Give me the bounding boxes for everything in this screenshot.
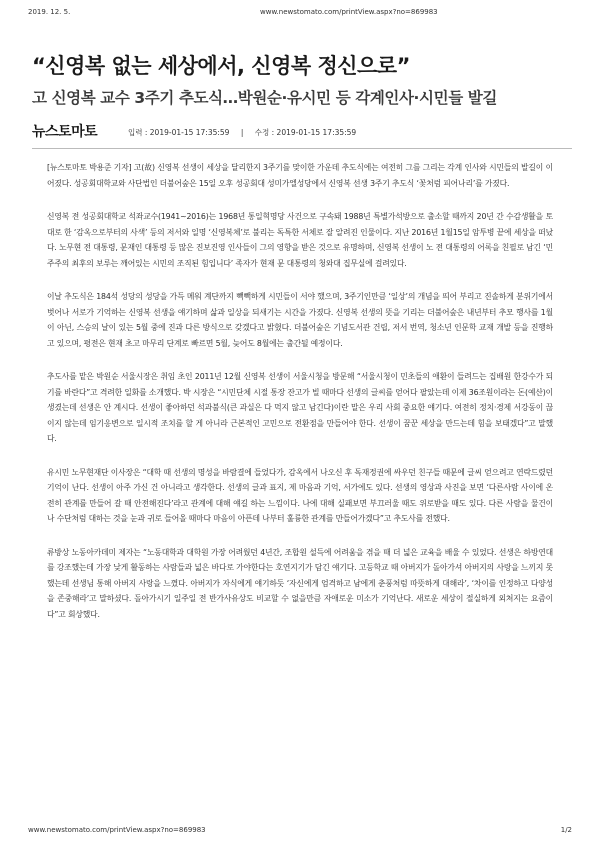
modified-date: 수정 : 2019-01-15 17:35:59 <box>254 128 357 137</box>
article-paragraph: 신영복 전 성공회대학교 석좌교수(1941~2016)는 1968년 통일혁명당 사건으로 구속돼 1988년 특별가석방으로 출소할 때까지 20년 간 수감생활을 토대로 한 ‘감옥으로부터의 사색’ 등의 저서와 일명 ‘신영복체’로 불리는 독특한 서체로 잘 알려진 인물이다. 지난 2016년 1월15일 암투병 끝에 세상을 떠났다. 노무현 전 대통령, 문재인 대통령 등 많은 진보진영 인사들이 그의 영향을 받은 것으로 유명하며, 신영복 선생이 노 전 대통령의 어록을 친필로 남긴 ‘민주주의 최후의 보루는 깨어있는 시민의 조직된 힘입니다’ 족자가 현재 문 대통령의 청와대 집무실에 걸려있다. <box>47 212 553 268</box>
header-divider <box>32 148 572 149</box>
article-paragraph: 이날 추도식은 184석 성당의 성당을 가득 메워 계단까지 빽빽하게 시민들이 서야 했으며, 3주기인만큼 ‘일상’의 개념을 띄어 부리고 진솔하게 분위기에서 벗어나 서로가 기억하는 신영복 선생을 얘기하며 삶과 일상을 되새기는 시간을 가졌다. 신영복 선생의 뜻을 기리는 더불어숲은 내년부터 추모 행사를 1월이 아닌, 스승의 날이 있는 5월 중에 진과 다른 방식으로 갖겠다고 밝혔다. 더불어숲은 기념도서관 건립, 저서 번역, 청소년 인문학 교재 개발 등을 진행하고 있으며, 평전은 현재 초고 마무리 단계로 빠르면 5월, 늦어도 8월에는 출간될 예정이다. <box>47 292 553 348</box>
meta-separator: | <box>240 128 244 137</box>
article-meta-bar <box>32 118 572 144</box>
article-body <box>47 160 553 640</box>
page-number: 1/2 <box>560 826 572 834</box>
published-date: 입력 : 2019-01-15 17:35:59 <box>128 128 230 137</box>
brand-logo: 뉴스토마토 <box>32 124 98 140</box>
article-paragraph: 류방상 노동아카데미 제자는 “노동대학과 대학원 가장 어려웠던 4년간, 조합원 설득에 어려움을 겪을 때 더 넓은 교육을 배울 수 있었다. 선생은 하방연대를 강조했는데 가장 낮게 활동하는 사람들과 넓은 바다로 가야한다는 호연지기가 담긴 얘기다. 고등학교 때 아버지가 돌아가셔 아버지의 사랑을 느끼지 못했는데 선생님 통해 아버지 사랑을 느꼈다. 아버지가 자식에게 얘기하듯 ‘자신에게 엄격하고 남에게 춘풍처럼 따뜻하게 대해라’, ‘차이를 인정하고 다양성을 존중해라’고 말하셨다. 돌아가시기 일주일 전 반가사유상도 비교할 수 없을만큼 자애로운 미소가 기억난다. 새로운 세상이 절실하게 외쳐지는 요즘이다”고 회상했다. <box>47 547 553 619</box>
article-paragraph: [뉴스토마토 박용준 기자] 고(故) 신영복 선생이 세상을 달리한지 3주기를 맞이한 가운데 추도식에는 여전히 그를 그리는 각계 인사와 시민들의 발길이 이어졌다. 성공회대학교와 사단법인 더불어숲은 15일 오후 성공회대 성미가엘성당에서 신영복 선생 3주기 추도식 ‘꽃처럼 피어나리’를 가졌다. <box>47 163 553 188</box>
article-subheadline: 고 신영복 교수 3주기 추도식…박원순·유시민 등 각계인사·시민들 발길 <box>32 89 497 107</box>
article-headline: “신영복 없는 세상에서, 신영복 정신으로” <box>32 54 410 78</box>
print-url: www.newstomato.com/printView.aspx?no=869983 <box>260 8 438 16</box>
footer-url: www.newstomato.com/printView.aspx?no=869983 <box>28 826 206 834</box>
print-date: 2019. 12. 5. <box>28 8 71 16</box>
print-header <box>28 8 572 20</box>
article-paragraph: 추도사를 맡은 박원순 서울시장은 취임 초인 2011년 12월 신영복 선생이 서울시청을 방문해 “서울시청이 민초들의 애환이 들려드는 집배원 한강수가 되기를 바란다”고 격려한 일화를 소개했다. 박 시장은 “시민단체 시절 통장 잔고가 빌 때마다 선생의 글씨를 얻어다 팔았는데 이제 36조원이라는 돈(예산)이 생겼는데 선생은 안 계시다. 선생이 좋아하던 석과불식(큰 과실은 다 먹지 않고 남긴다)이란 말은 우리 사회 중요한 얘기다. 여전히 정치·경제 서강동이 끊이지 않는데 임기응변으로 일시적 조치를 할 게 아니라 근본적인 고민으로 전환점을 만들어야 한다. 선생이 꿈꾼 세상을 만드는데 힘을 보태겠다”고 말했다. <box>47 372 553 443</box>
print-footer <box>28 826 572 838</box>
article-meta <box>128 127 356 138</box>
article-paragraph: 유시민 노무현재단 이사장은 “대학 때 선생의 명성을 바람결에 들었다가, 감옥에서 나오신 후 독재정권에 싸우던 친구들 때문에 글씨 얻으려고 연락드렸던 기억이 난다. 선생이 아주 가신 건 아니라고 생각한다. 선생의 글과 표지, 제 마음과 기억, 서가에도 있다. 선생의 영상과 사진을 보면 ‘다른사람 사이에 온전히 관계를 만들어 갈 때 안전해진다’라고 관계에 대해 얘길 하는 느낌이다. 나에 대해 실패보면 부끄러울 때도 위로받을 때도 있다. 다른 사람을 물건이나 수단처럼 대하는 것을 눈과 귀로 들어올 때마다 마음이 아픈데 나부터 훌륭한 관계를 만들어가겠다”고 추도사를 전했다. <box>47 467 553 523</box>
